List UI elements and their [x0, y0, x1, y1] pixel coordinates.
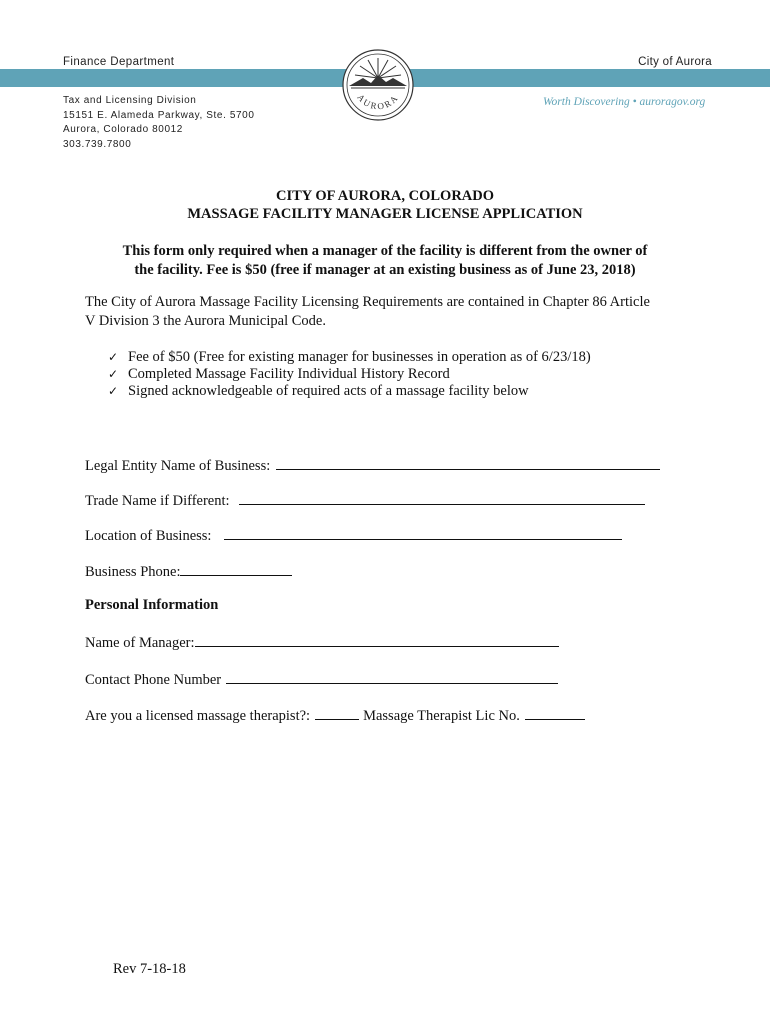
manager-name-input[interactable]: [195, 632, 559, 647]
address-division: Tax and Licensing Division: [63, 95, 197, 106]
licensed-therapist-input[interactable]: [315, 705, 359, 720]
form-note-line1: This form only required when a manager of the facility is different from the owner of: [122, 243, 648, 259]
address-street: 15151 E. Alameda Parkway, Ste. 5700: [63, 109, 255, 121]
city-label: City of Aurora: [638, 56, 712, 68]
therapist-lic-input[interactable]: [525, 705, 585, 720]
manager-name-field: [85, 632, 559, 652]
business-phone-label: Business Phone:: [85, 564, 181, 580]
logo-text: AURORA: [355, 92, 401, 112]
department-label: Finance Department: [63, 56, 175, 68]
trade-name-field: [85, 490, 645, 510]
form-note-line2: the facility. Fee is $50 (free if manager at an existing business as of June 23, 2018): [134, 262, 636, 278]
personal-info-heading: Personal Information: [85, 597, 219, 613]
checklist-item: ✓ Signed acknowledgeable of required acts of a massage facility below: [108, 383, 529, 399]
city-seal-logo: [341, 48, 415, 122]
legal-entity-label: Legal Entity Name of Business:: [85, 458, 271, 474]
checkmark-icon: ✓: [108, 350, 119, 364]
therapist-lic-label: Massage Therapist Lic No.: [363, 708, 520, 724]
contact-phone-field: [85, 669, 558, 689]
manager-name-label: Name of Manager:: [85, 635, 195, 651]
checkmark-icon: ✓: [108, 384, 119, 398]
intro-line1: The City of Aurora Massage Facility Licensing Requirements are contained in Chapter 86 Article: [85, 294, 650, 310]
address-block: [63, 94, 254, 152]
form-title: MASSAGE FACILITY MANAGER LICENSE APPLICATION: [187, 206, 583, 222]
location-input[interactable]: [224, 525, 622, 540]
revision-label: Rev 7-18-18: [113, 961, 186, 977]
business-phone-field: [85, 561, 292, 581]
licensed-therapist-label: Are you a licensed massage therapist?:: [85, 708, 311, 724]
checklist-item: ✓ Fee of $50 (Free for existing manager for businesses in operation as of 6/23/18): [108, 349, 591, 365]
tagline: Worth Discovering • auroragov.org: [543, 96, 706, 108]
legal-entity-input[interactable]: [276, 455, 660, 470]
location-field: [85, 525, 622, 545]
form-title-city: CITY OF AURORA, COLORADO: [275, 188, 495, 204]
address-phone: 303.739.7800: [63, 138, 132, 150]
checklist-item: ✓ Completed Massage Facility Individual History Record: [108, 366, 450, 382]
location-label: Location of Business:: [85, 528, 212, 544]
trade-name-input[interactable]: [239, 490, 645, 505]
legal-entity-field: [85, 455, 660, 475]
contact-phone-input[interactable]: [226, 669, 558, 684]
address-city: Aurora, Colorado 80012: [63, 124, 183, 135]
trade-name-label: Trade Name if Different:: [85, 493, 230, 509]
checkmark-icon: ✓: [108, 367, 119, 381]
business-phone-input[interactable]: [180, 561, 292, 576]
intro-line2: V Division 3 the Aurora Municipal Code.: [85, 313, 326, 329]
therapist-field: [85, 705, 585, 725]
contact-phone-label: Contact Phone Number: [85, 672, 222, 688]
